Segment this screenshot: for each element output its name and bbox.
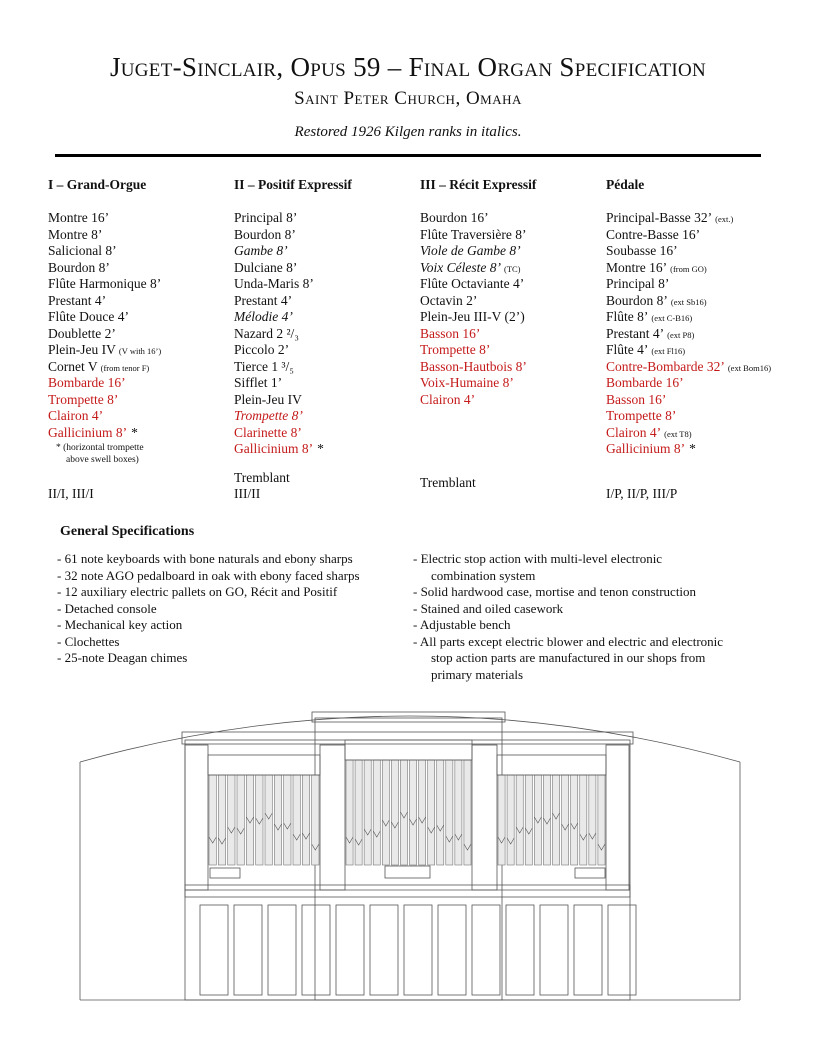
panel xyxy=(336,905,364,995)
stop-name: Principal-Basse 32’ xyxy=(606,210,713,225)
pipe-shade xyxy=(497,755,606,775)
pipe xyxy=(246,775,253,865)
panel xyxy=(540,905,568,995)
pipe xyxy=(373,760,380,865)
panel xyxy=(234,905,262,995)
pipe xyxy=(571,775,578,865)
stop-name: Flûte Traversière 8’ xyxy=(420,226,527,242)
spec-item: - Detached console xyxy=(57,600,157,616)
stop-note: (ext Sb16) xyxy=(670,296,707,307)
stop-name: Contre-Basse 16’ xyxy=(606,226,701,242)
stop-note: (ext C-B16) xyxy=(651,313,693,323)
spec-item: primary materials xyxy=(431,666,524,682)
stop-name: Gallicinium 8’ xyxy=(606,441,686,456)
stop-name: Bourdon 8’ xyxy=(48,259,110,275)
spec-item: - 12 auxiliary electric pallets on GO, Récit and Positif xyxy=(57,584,338,599)
pipe xyxy=(302,775,309,865)
footnote-line: above swell boxes) xyxy=(66,455,139,465)
spec-item: - Clochettes xyxy=(57,633,120,649)
stop-name: Doublette 2’ xyxy=(48,325,116,341)
pipe xyxy=(446,760,453,865)
pipe xyxy=(525,775,532,865)
pipe xyxy=(209,775,216,865)
stop-name: Plein-Jeu IV xyxy=(48,342,116,357)
pipe xyxy=(237,775,244,865)
stop-name: Viole de Gambe 8’ xyxy=(420,243,521,258)
spec-item: - 32 note AGO pedalboard in oak with ebony faced sharps xyxy=(57,567,360,583)
stop-name: Unda-Maris 8’ xyxy=(234,276,314,291)
pipe xyxy=(580,775,587,865)
panel xyxy=(302,905,330,995)
panel xyxy=(370,905,398,995)
stop-name: Soubasse 16’ xyxy=(606,243,678,258)
stop-name: Bourdon 8’ xyxy=(234,226,296,242)
pipe xyxy=(391,760,398,865)
stop-asterisk: * xyxy=(317,441,324,456)
stop-note: (from tenor F) xyxy=(100,362,150,373)
stop-name: Voix Céleste 8’ xyxy=(420,259,501,275)
stop-name: Flûte Douce 4’ xyxy=(48,309,129,324)
stop-name: Bourdon 16’ xyxy=(420,210,489,225)
spec-item: - Mechanical key action xyxy=(57,617,183,632)
stop-note: (ext P8) xyxy=(667,329,695,340)
stop-name: Flûte Harmonique 8’ xyxy=(48,276,162,291)
tremulant: Tremblant xyxy=(420,475,476,490)
stop-name: Cornet V xyxy=(48,358,98,374)
italics-note: Restored 1926 Kilgen ranks in italics. xyxy=(294,124,522,140)
pipe xyxy=(228,775,235,865)
stop-name: Flûte 4’ xyxy=(606,342,649,357)
stop-note: (TC) xyxy=(503,263,521,274)
stop-name: Basson-Hautbois 8’ xyxy=(420,358,527,374)
pipe xyxy=(562,775,569,865)
stop-name: Gallicinium 8’ xyxy=(48,424,128,440)
stop-name: Plein-Jeu III-V (2’) xyxy=(420,309,525,324)
pipe-shade xyxy=(208,755,320,775)
stop-name: Gambe 8’ xyxy=(234,243,288,258)
stop-note: (from GO) xyxy=(670,263,707,274)
pipe xyxy=(553,775,560,865)
stop-asterisk: * xyxy=(689,441,696,456)
main-cornice xyxy=(182,732,633,744)
stop-name: Mélodie 4’ xyxy=(234,309,293,324)
impost-band xyxy=(185,885,630,897)
spec-item: - 61 note keyboards with bone naturals and ebony sharps xyxy=(57,551,353,566)
pipe xyxy=(428,760,435,865)
stop-name: Contre-Bombarde 32’ xyxy=(606,358,725,374)
pipe xyxy=(419,760,426,865)
panel xyxy=(404,905,432,995)
tremulant: Tremblant xyxy=(234,470,290,485)
pipe xyxy=(498,775,505,865)
stop-name: Bombarde 16’ xyxy=(48,375,126,390)
pipe xyxy=(293,775,300,865)
pipe xyxy=(382,760,389,865)
stop-name: Prestant 4’ xyxy=(234,292,293,308)
couplers: II/I, III/I xyxy=(48,486,94,501)
spec-item: - All parts except electric blower and electric and electronic xyxy=(413,633,724,649)
stop-name: Principal 8’ xyxy=(606,276,670,291)
pilaster xyxy=(606,745,629,890)
page-subtitle: Saint Peter Church, Omaha xyxy=(294,88,522,109)
ornament xyxy=(575,868,605,878)
spec-item: combination system xyxy=(431,567,536,583)
arch-outline xyxy=(80,716,740,762)
general-specs-heading: General Specifications xyxy=(60,524,195,539)
stop-note: (ext T8) xyxy=(664,428,692,439)
stop-name: Prestant 4’ xyxy=(48,292,107,308)
stop-name: Gallicinium 8’ xyxy=(234,441,314,456)
stop-name: Dulciane 8’ xyxy=(234,259,298,275)
pilaster xyxy=(185,745,208,890)
pipe xyxy=(284,775,291,865)
stop-name: Bourdon 8’ xyxy=(606,292,668,308)
pipe xyxy=(598,775,605,865)
stop-note: (V with 16’) xyxy=(118,346,162,356)
stop-name: Montre 16’ xyxy=(606,259,668,275)
center-cornice xyxy=(312,712,505,722)
spec-item: - Stained and oiled casework xyxy=(413,600,564,616)
stop-name: Basson 16’ xyxy=(606,391,667,407)
pipe xyxy=(534,775,541,865)
division-heading: Pédale xyxy=(606,177,645,192)
stop-asterisk: * xyxy=(131,424,138,440)
spec-item: - 25-note Deagan chimes xyxy=(57,650,188,665)
pipe xyxy=(364,760,371,865)
stop-name: Clairon 4’ xyxy=(606,424,662,440)
pipe xyxy=(218,775,225,865)
panel xyxy=(268,905,296,995)
pipe xyxy=(265,775,272,865)
couplers: III/II xyxy=(234,486,261,501)
stop-name: Trompette 8’ xyxy=(48,391,119,407)
pilaster xyxy=(320,745,345,890)
stop-name: Bombarde 16’ xyxy=(606,375,684,390)
stop-name: Nazard 2 ²/₃ xyxy=(234,325,299,341)
spec-item: - Solid hardwood case, mortise and tenon construction xyxy=(413,584,697,599)
pipe xyxy=(400,760,407,865)
stop-name: Plein-Jeu IV xyxy=(234,391,302,407)
stop-name: Clarinette 8’ xyxy=(234,424,302,440)
pipe xyxy=(464,760,471,865)
panel xyxy=(574,905,602,995)
panel xyxy=(200,905,228,995)
stop-name: Trompette 8’ xyxy=(234,408,303,423)
pipe xyxy=(507,775,514,865)
pipe xyxy=(346,760,353,865)
stop-name: Trompette 8’ xyxy=(420,342,491,357)
stop-name: Principal 8’ xyxy=(234,210,298,225)
division-heading: III – Récit Expressif xyxy=(420,177,537,192)
panel xyxy=(608,905,636,995)
panel xyxy=(506,905,534,995)
pipe xyxy=(410,760,417,865)
ornament xyxy=(210,868,240,878)
pipe xyxy=(312,775,319,865)
pilaster xyxy=(472,745,497,890)
ornament xyxy=(385,866,430,878)
pipe-shade xyxy=(345,740,472,760)
stop-name: Voix-Humaine 8’ xyxy=(420,375,514,390)
stop-name: Flûte Octaviante 4’ xyxy=(420,276,525,291)
pipe xyxy=(516,775,523,865)
division-heading: I – Grand-Orgue xyxy=(48,177,147,192)
division-heading: II – Positif Expressif xyxy=(234,177,352,192)
pipe xyxy=(437,760,444,865)
stop-name: Trompette 8’ xyxy=(606,408,677,423)
panel xyxy=(438,905,466,995)
footnote-line: * (horizontal trompette xyxy=(56,443,144,453)
stop-name: Piccolo 2’ xyxy=(234,342,290,357)
stop-name: Salicional 8’ xyxy=(48,243,117,258)
pipe xyxy=(274,775,281,865)
stop-name: Tierce 1 ³/₅ xyxy=(234,358,294,374)
stop-name: Flûte 8’ xyxy=(606,309,649,324)
stop-name: Montre 8’ xyxy=(48,226,103,242)
stop-name: Basson 16’ xyxy=(420,325,481,341)
panel xyxy=(472,905,500,995)
spec-item: - Electric stop action with multi-level electronic xyxy=(413,551,663,566)
couplers: I/P, II/P, III/P xyxy=(606,486,678,501)
spec-item: - Adjustable bench xyxy=(413,617,511,632)
stop-name: Clairon 4’ xyxy=(48,408,104,423)
page-title: Juget-Sinclair, Opus 59 – Final Organ Specification xyxy=(109,52,707,82)
stop-name: Octavin 2’ xyxy=(420,292,478,308)
stop-note: (ext Bom16) xyxy=(727,362,772,373)
stop-name: Clairon 4’ xyxy=(420,391,476,407)
stop-name: Montre 16’ xyxy=(48,210,110,225)
stop-note: (ext Fl16) xyxy=(651,346,686,356)
spec-item: stop action parts are manufactured in our shops from xyxy=(431,650,706,665)
pipe xyxy=(355,760,362,865)
stop-name: Sifflet 1’ xyxy=(234,375,283,390)
stop-name: Prestant 4’ xyxy=(606,325,665,341)
pipe xyxy=(589,775,596,865)
pipe xyxy=(455,760,462,865)
stop-note: (ext.) xyxy=(715,214,734,224)
